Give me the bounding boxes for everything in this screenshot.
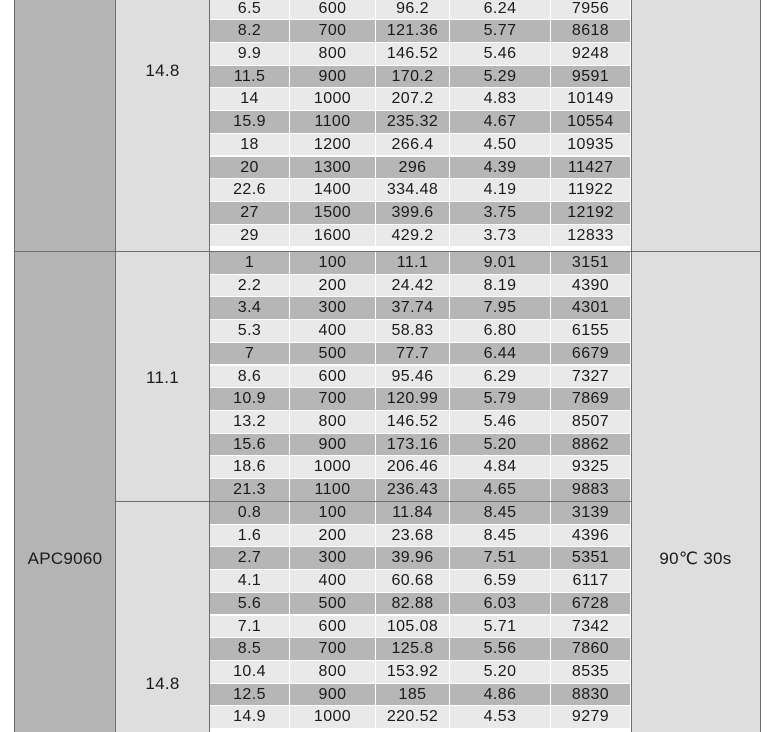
- table-cell-current: 2.2: [210, 275, 290, 298]
- table-cell-efficiency: 5.20: [450, 661, 551, 684]
- table-cell-thrust: 4396: [551, 525, 631, 548]
- table-cell-rpm: 1600: [290, 225, 376, 248]
- table-cell-current: 5.6: [210, 593, 290, 616]
- table-cell-efficiency: 8.19: [450, 275, 551, 298]
- table-cell-efficiency: 7.95: [450, 297, 551, 320]
- table-cell-current: 11.5: [210, 66, 290, 89]
- voltage-label: 14.8: [145, 61, 180, 80]
- table-cell-current: 13.2: [210, 411, 290, 434]
- table-cell-thrust: 8830: [551, 684, 631, 707]
- table-cell-rpm: 1500: [290, 202, 376, 225]
- table-cell-rpm: 600: [290, 0, 376, 20]
- table-cell-thrust: 4390: [551, 275, 631, 298]
- table-cell-thrust: 12192: [551, 202, 631, 225]
- table-cell-power: 334.48: [376, 179, 450, 202]
- table-cell-efficiency: 9.01: [450, 252, 551, 275]
- table-cell-power: 95.46: [376, 366, 450, 389]
- table-cell-thrust: 7860: [551, 638, 631, 661]
- table-cell-current: 1: [210, 252, 290, 275]
- note-cell-top: [631, 0, 760, 251]
- table-cell-efficiency: 6.03: [450, 593, 551, 616]
- table-cell-thrust: 6155: [551, 320, 631, 343]
- table-cell-thrust: 10554: [551, 111, 631, 134]
- voltage-cell-14-8: [115, 502, 210, 732]
- table-cell-efficiency: 5.77: [450, 20, 551, 43]
- table-cell-thrust: 7342: [551, 616, 631, 639]
- table-cell-power: 429.2: [376, 225, 450, 248]
- table-cell-efficiency: 4.53: [450, 706, 551, 729]
- table-cell-thrust: 9591: [551, 66, 631, 89]
- table-cell-rpm: 1400: [290, 179, 376, 202]
- table-cell-thrust: 3139: [551, 502, 631, 525]
- table-cell-power: 77.7: [376, 343, 450, 366]
- table-cell-efficiency: 5.46: [450, 411, 551, 434]
- table-cell-rpm: 200: [290, 525, 376, 548]
- table-cell-power: 146.52: [376, 43, 450, 66]
- table-cell-current: 9.9: [210, 43, 290, 66]
- table-cell-thrust: 9883: [551, 479, 631, 502]
- table-cell-efficiency: 5.46: [450, 43, 551, 66]
- table-cell-power: 125.8: [376, 638, 450, 661]
- table-cell-rpm: 1000: [290, 706, 376, 729]
- table-cell-rpm: 1000: [290, 456, 376, 479]
- table-cell-thrust: 7869: [551, 388, 631, 411]
- table-cell-current: 5.3: [210, 320, 290, 343]
- table-cell-current: 10.4: [210, 661, 290, 684]
- table-cell-rpm: 1100: [290, 111, 376, 134]
- table-cell-thrust: 11922: [551, 179, 631, 202]
- table-cell-rpm: 300: [290, 297, 376, 320]
- table-cell-current: 21.3: [210, 479, 290, 502]
- table-cell-rpm: 1300: [290, 157, 376, 180]
- table-cell-current: 18: [210, 134, 290, 157]
- table-cell-thrust: 11427: [551, 157, 631, 180]
- voltage-cell-top: [115, 0, 210, 251]
- table-cell-thrust: 12833: [551, 225, 631, 248]
- table-cell-power: 206.46: [376, 456, 450, 479]
- table-cell-current: 14.9: [210, 706, 290, 729]
- table-cell-efficiency: 4.39: [450, 157, 551, 180]
- voltage-label: 14.8: [145, 674, 180, 693]
- table-cell-rpm: 500: [290, 343, 376, 366]
- table-cell-power: 121.36: [376, 20, 450, 43]
- table-cell-current: 7: [210, 343, 290, 366]
- right-border: [760, 0, 761, 732]
- table-cell-efficiency: 6.59: [450, 570, 551, 593]
- table-cell-efficiency: 8.45: [450, 502, 551, 525]
- table-cell-power: 185: [376, 684, 450, 707]
- table-cell-current: 1.6: [210, 525, 290, 548]
- table-cell-current: 4.1: [210, 570, 290, 593]
- table-cell-current: 10.9: [210, 388, 290, 411]
- table-cell-thrust: 10149: [551, 88, 631, 111]
- voltage-label: 11.1: [145, 368, 180, 387]
- table-cell-power: 23.68: [376, 525, 450, 548]
- table-cell-rpm: 200: [290, 275, 376, 298]
- table-cell-current: 20: [210, 157, 290, 180]
- table-cell-current: 22.6: [210, 179, 290, 202]
- table-cell-current: 15.9: [210, 111, 290, 134]
- table-cell-rpm: 800: [290, 411, 376, 434]
- table-cell-power: 120.99: [376, 388, 450, 411]
- table-cell-efficiency: 7.51: [450, 547, 551, 570]
- table-cell-thrust: 9279: [551, 706, 631, 729]
- table-cell-efficiency: 5.29: [450, 66, 551, 89]
- table-cell-current: 8.5: [210, 638, 290, 661]
- table-cell-thrust: 5351: [551, 547, 631, 570]
- table-cell-thrust: 7327: [551, 366, 631, 389]
- table-cell-efficiency: 8.45: [450, 525, 551, 548]
- table-cell-efficiency: 4.83: [450, 88, 551, 111]
- table-cell-current: 8.2: [210, 20, 290, 43]
- table-cell-current: 0.8: [210, 502, 290, 525]
- table-cell-power: 58.83: [376, 320, 450, 343]
- table-cell-power: 207.2: [376, 88, 450, 111]
- table-cell-current: 3.4: [210, 297, 290, 320]
- voltage-data-divider: [209, 0, 210, 732]
- table-cell-thrust: 8535: [551, 661, 631, 684]
- note-cell: [631, 252, 760, 732]
- table-cell-power: 153.92: [376, 661, 450, 684]
- table-cell-power: 39.96: [376, 547, 450, 570]
- table-cell-power: 146.52: [376, 411, 450, 434]
- voltage-cell-11-1: [115, 252, 210, 501]
- table-cell-current: 27: [210, 202, 290, 225]
- table-cell-current: 12.5: [210, 684, 290, 707]
- table-cell-rpm: 700: [290, 388, 376, 411]
- table-cell-power: 296: [376, 157, 450, 180]
- table-cell-power: 11.1: [376, 252, 450, 275]
- table-cell-power: 24.42: [376, 275, 450, 298]
- block-divider: [15, 251, 761, 252]
- model-voltage-divider: [115, 0, 116, 732]
- table-cell-efficiency: 3.75: [450, 202, 551, 225]
- table-cell-rpm: 1000: [290, 88, 376, 111]
- table-cell-rpm: 300: [290, 547, 376, 570]
- table-cell-current: 29: [210, 225, 290, 248]
- table-cell-efficiency: 3.73: [450, 225, 551, 248]
- table-cell-efficiency: 6.29: [450, 366, 551, 389]
- table-cell-efficiency: 5.71: [450, 616, 551, 639]
- table-cell-thrust: 6117: [551, 570, 631, 593]
- table-cell-efficiency: 6.80: [450, 320, 551, 343]
- table-cell-power: 37.74: [376, 297, 450, 320]
- table-cell-efficiency: 4.84: [450, 456, 551, 479]
- table-cell-rpm: 500: [290, 593, 376, 616]
- table-cell-efficiency: 4.65: [450, 479, 551, 502]
- table-cell-efficiency: 4.86: [450, 684, 551, 707]
- table-cell-rpm: 1200: [290, 134, 376, 157]
- table-cell-efficiency: 5.79: [450, 388, 551, 411]
- table-cell-rpm: 800: [290, 661, 376, 684]
- table-cell-power: 60.68: [376, 570, 450, 593]
- table-cell-efficiency: 6.44: [450, 343, 551, 366]
- left-border: [14, 0, 15, 732]
- table-cell-current: 7.1: [210, 616, 290, 639]
- table-cell-power: 236.43: [376, 479, 450, 502]
- table-cell-rpm: 900: [290, 434, 376, 457]
- table-cell-thrust: 8618: [551, 20, 631, 43]
- model-cell: [15, 252, 115, 732]
- table-cell-thrust: 4301: [551, 297, 631, 320]
- test-condition-label: 90℃ 30s: [659, 549, 732, 568]
- table-cell-power: 11.84: [376, 502, 450, 525]
- table-cell-power: 105.08: [376, 616, 450, 639]
- table-cell-rpm: 800: [290, 43, 376, 66]
- table-cell-thrust: 10935: [551, 134, 631, 157]
- table-cell-thrust: 7956: [551, 0, 631, 20]
- data-note-divider: [631, 0, 632, 732]
- table-cell-power: 82.88: [376, 593, 450, 616]
- table-cell-current: 8.6: [210, 366, 290, 389]
- table-cell-efficiency: 5.20: [450, 434, 551, 457]
- table-cell-efficiency: 4.19: [450, 179, 551, 202]
- model-cell-top: [15, 0, 115, 251]
- table-cell-thrust: 6679: [551, 343, 631, 366]
- table-cell-thrust: 3151: [551, 252, 631, 275]
- table-cell-power: 220.52: [376, 706, 450, 729]
- table-cell-rpm: 100: [290, 252, 376, 275]
- table-cell-power: 235.32: [376, 111, 450, 134]
- table-cell-rpm: 400: [290, 320, 376, 343]
- table-cell-efficiency: 4.67: [450, 111, 551, 134]
- table-cell-thrust: 8507: [551, 411, 631, 434]
- table-cell-rpm: 900: [290, 66, 376, 89]
- table-cell-efficiency: 6.24: [450, 0, 551, 20]
- table-cell-efficiency: 4.50: [450, 134, 551, 157]
- table-cell-power: 266.4: [376, 134, 450, 157]
- table-cell-rpm: 900: [290, 684, 376, 707]
- table-cell-thrust: 8862: [551, 434, 631, 457]
- table-cell-thrust: 9248: [551, 43, 631, 66]
- table-cell-power: 96.2: [376, 0, 450, 20]
- table-cell-power: 173.16: [376, 434, 450, 457]
- table-cell-thrust: 6728: [551, 593, 631, 616]
- table-cell-rpm: 600: [290, 366, 376, 389]
- table-cell-efficiency: 5.56: [450, 638, 551, 661]
- table-cell-rpm: 400: [290, 570, 376, 593]
- table-cell-current: 14: [210, 88, 290, 111]
- group-divider: [115, 501, 631, 502]
- table-cell-current: 18.6: [210, 456, 290, 479]
- table-cell-rpm: 700: [290, 638, 376, 661]
- table-cell-rpm: 100: [290, 502, 376, 525]
- table-cell-current: 6.5: [210, 0, 290, 20]
- table-cell-rpm: 1100: [290, 479, 376, 502]
- table-cell-power: 399.6: [376, 202, 450, 225]
- table-cell-power: 170.2: [376, 66, 450, 89]
- table-cell-current: 15.6: [210, 434, 290, 457]
- table-cell-rpm: 700: [290, 20, 376, 43]
- model-label: APC9060: [27, 549, 103, 568]
- table-cell-rpm: 600: [290, 616, 376, 639]
- table-cell-current: 2.7: [210, 547, 290, 570]
- table-cell-thrust: 9325: [551, 456, 631, 479]
